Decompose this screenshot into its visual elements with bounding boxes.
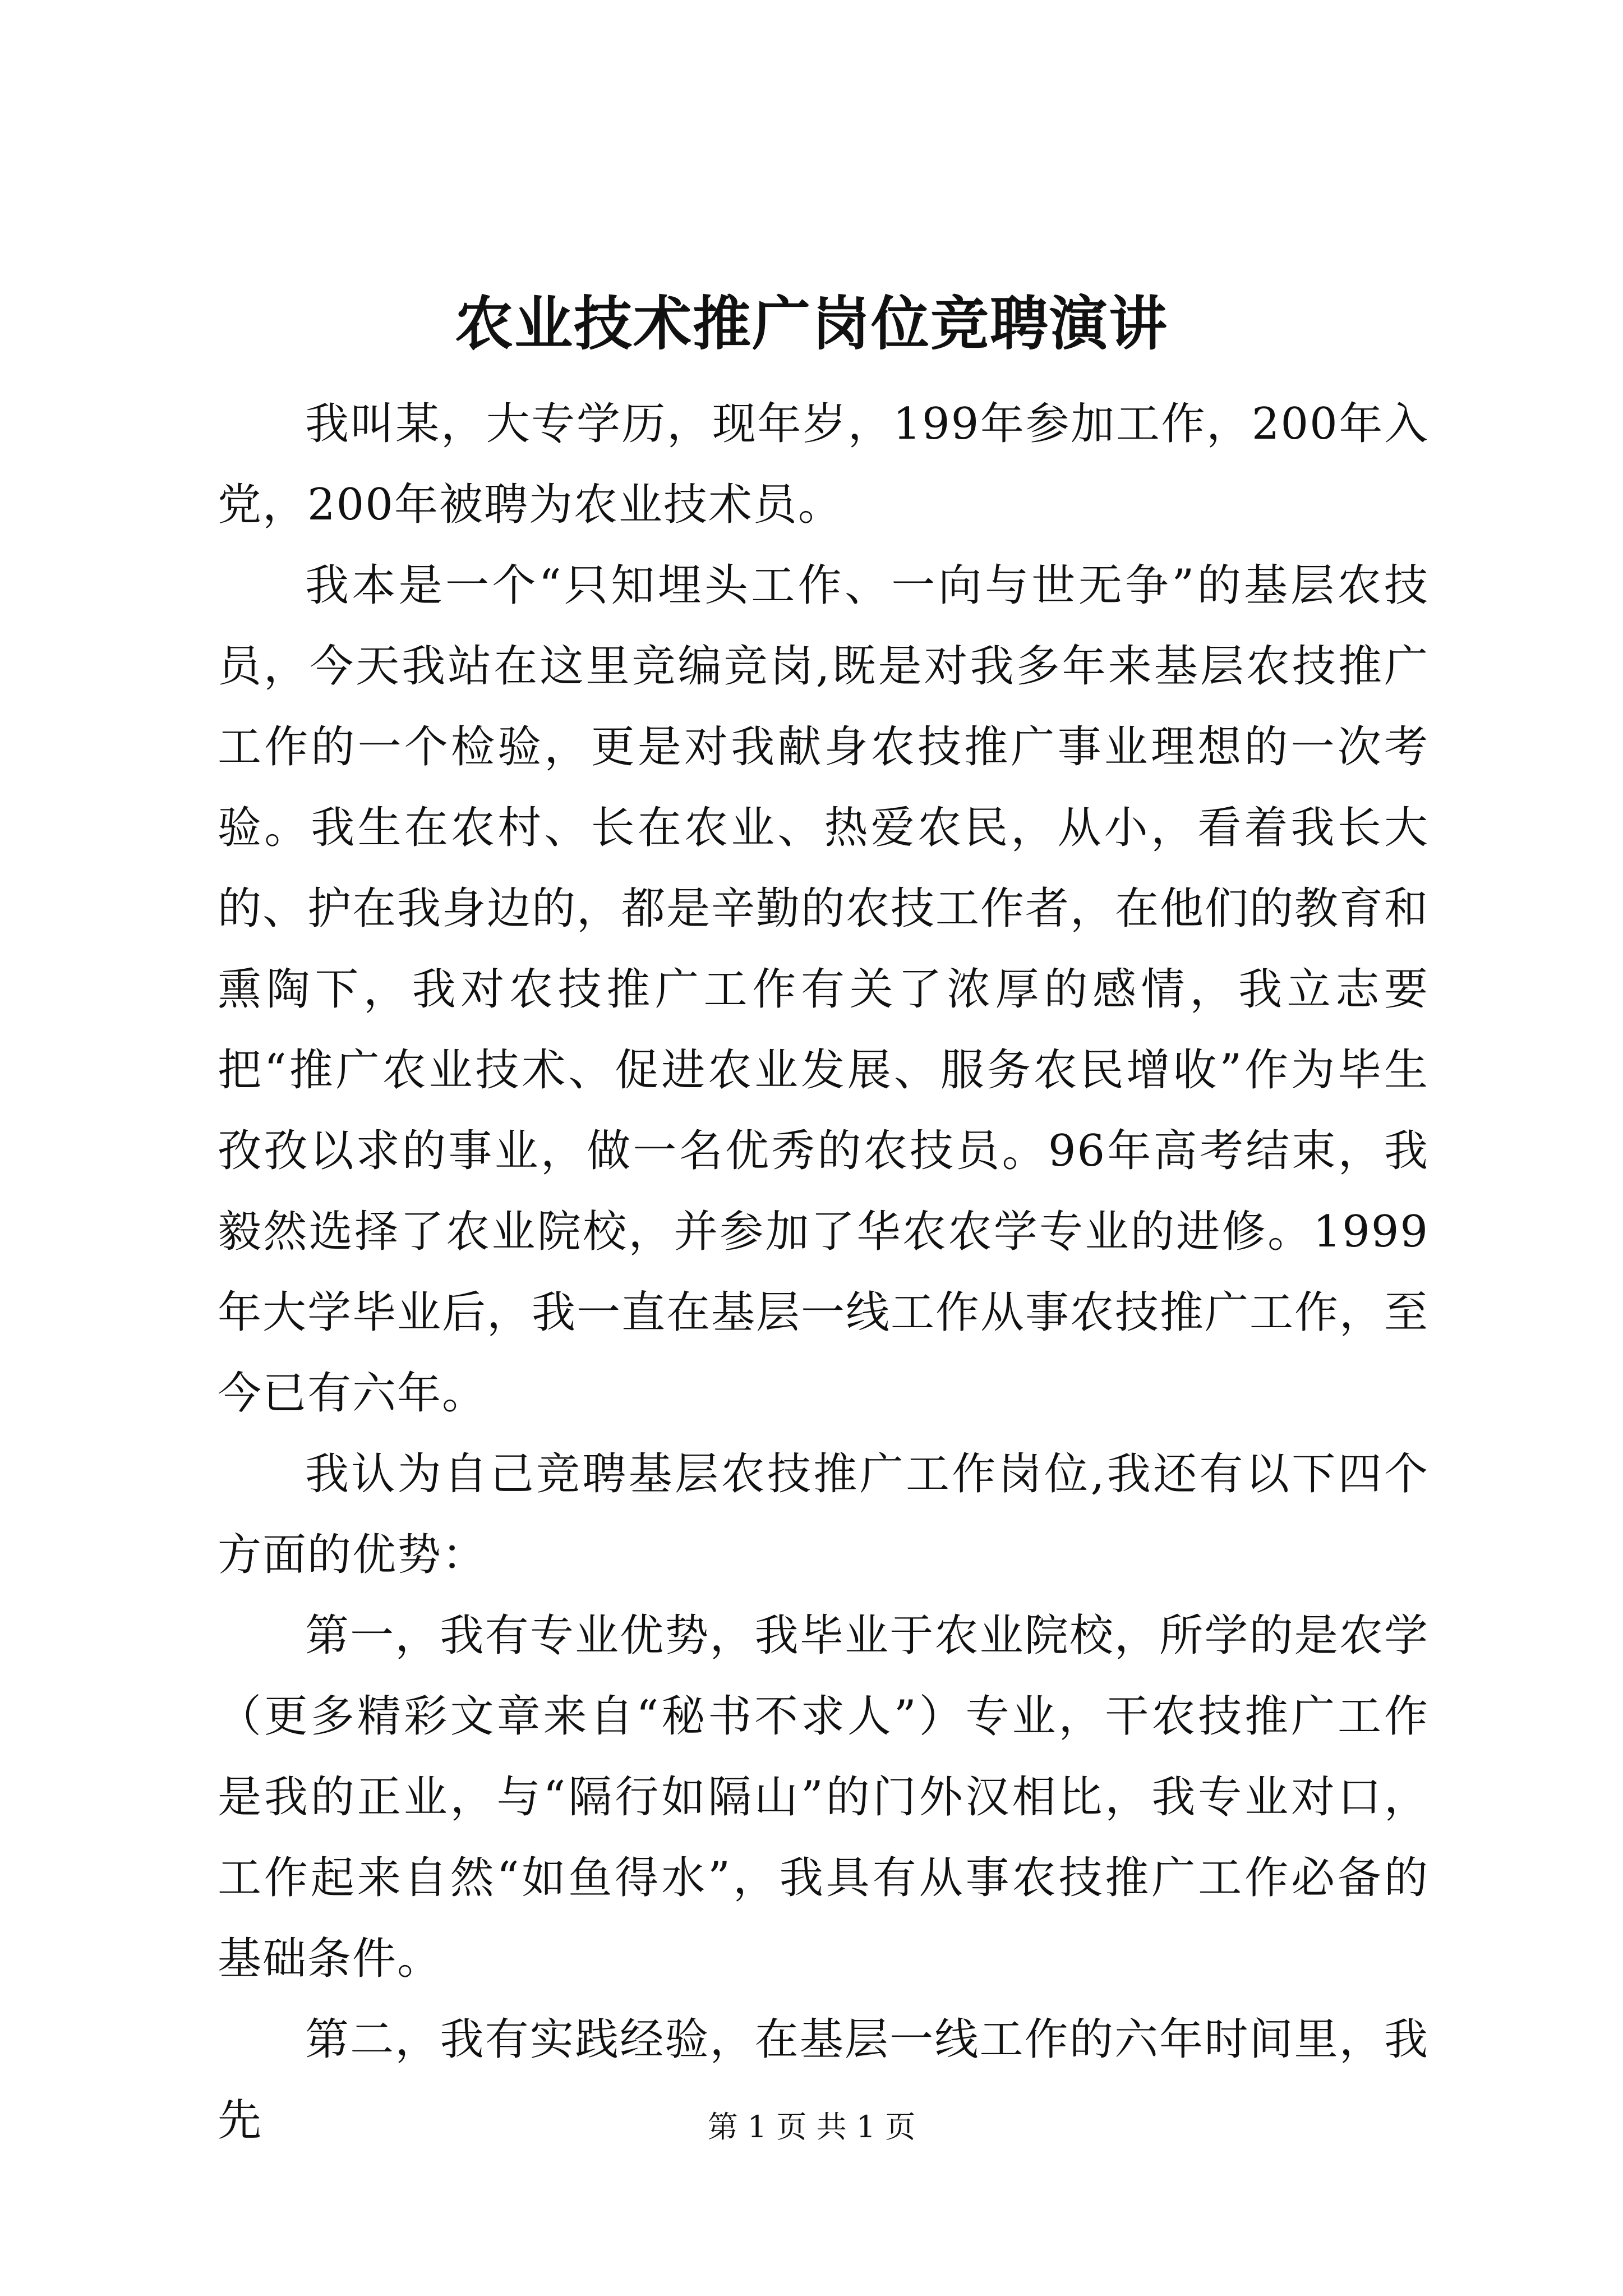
paragraph-background: 我本是一个“只知埋头工作、一向与世无争”的基层农技员，今天我站在这里竞编竞岗,既是对我多年来基层农技推广工作的一个检验，更是对我献身农技推广事业理想的一次考验。我生在农村、长在农业、热爱农民，从小，看着我长大的、护在我身边的，都是辛勤的农技工作者，在他们的教育和熏陶下，我对农技推广工作有关了浓厚的感情，我立志要把“推广农业技术、促进农业发展、服务农民增收”作为毕生孜孜以求的事业，做一名优秀的农技员。96年高考结束，我毅然选择了农业院校，并参加了华农农学专业的进修。1999年大学毕业后，我一直在基层一线工作从事农技推广工作，至今已有六年。 [218,560,1430,1419]
paragraph-intro: 我叫某，大专学历，现年岁，199年参加工作，200年入党，200年被聘为农业技术员。 [218,399,1429,530]
paragraph-advantage-two: 第二，我有实践经验，在基层一线工作的六年时间里，我先 [218,2014,1429,2146]
paragraph-advantages-intro: 我认为自己竞聘基层农技推广工作岗位,我还有以下四个方面的优势： [218,1449,1429,1580]
document-title: 农业技术推广岗位竞聘演讲 [454,289,1168,358]
paragraph-advantage-one: 第一，我有专业优势，我毕业于农业院校，所学的是农学（更多精彩文章来自“秘书不求人”）专业，干农技推广工作是我的正业，与“隔行如隔山”的门外汉相比，我专业对口，工作起来自然“如鱼得水”，我具有从事农技推广工作必备的基础条件。 [218,1611,1429,1984]
page-footer: 第 1 页 共 1 页 [707,2109,916,2145]
document-body [218,384,1429,2161]
